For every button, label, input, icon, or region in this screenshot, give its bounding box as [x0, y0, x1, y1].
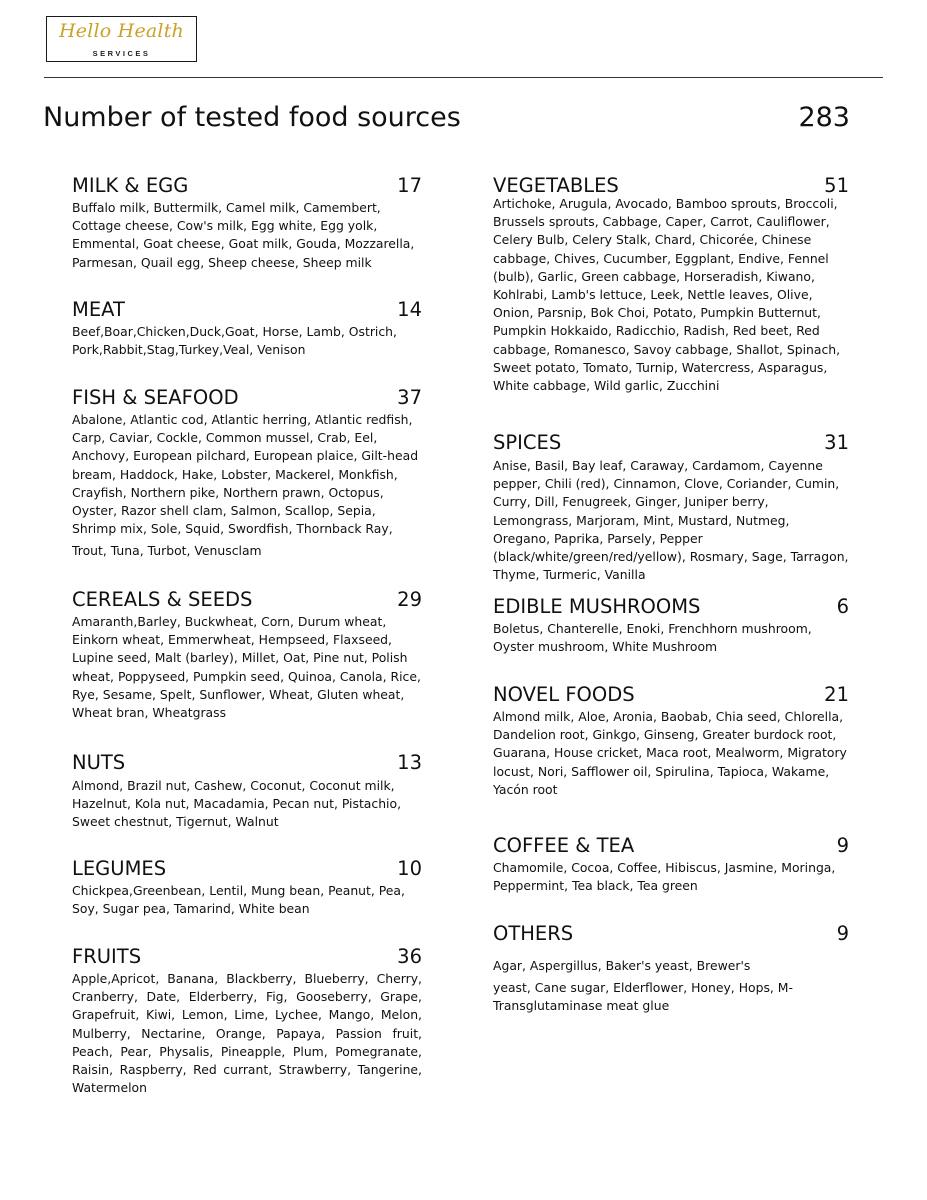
- section-title: NOVEL FOODS: [493, 683, 635, 706]
- section-items: Almond, Brazil nut, Cashew, Coconut, Coconut milk, Hazelnut, Kola nut, Macadamia, Pecan nut, Pistachio, Sweet chestnut, Tigernut, Walnut: [72, 778, 402, 830]
- page-title: Number of tested food sources: [43, 102, 461, 133]
- section-items: Chamomile, Cocoa, Coffee, Hibiscus, Jasmine, Moringa, Peppermint, Tea black, Tea green: [493, 860, 836, 894]
- section-milk-egg: [72, 174, 422, 272]
- section-count: 37: [397, 386, 422, 409]
- section-count: 10: [397, 857, 422, 880]
- section-count: 9: [836, 922, 849, 945]
- section-nuts: [72, 751, 422, 832]
- section-title: OTHERS: [493, 922, 574, 945]
- section-title: MILK & EGG: [72, 174, 189, 197]
- brand-name: Hello Health: [59, 20, 184, 42]
- section-others: [493, 922, 849, 1016]
- section-items: Chickpea,Greenbean, Lentil, Mung bean, Peanut, Pea, Soy, Sugar pea, Tamarind, White bean: [72, 883, 405, 917]
- section-items: Artichoke, Arugula, Avocado, Bamboo sprouts, Broccoli, Brussels sprouts, Cabbage, Caper, Carrot, Cauliflower, Celery Bulb, Celery Stalk, Chard, Chicorée, Chinese cabbage, Chives, Cucumber, Eggplant, Endive, Fennel (bulb), Garlic, Green cabbage, Horseradish, Kiwano, Kohlrabi, Lamb's lettuce, Leek, Nettle leaves, Olive, Onion, Parsnip, Bok Choi, Potato, Pumpkin Butternut, Pumpkin Hokkaido, Radicchio, Radish, Red beet, Red cabbage, Romanesco, Savoy cabbage, Shallot, Spinach, Sweet potato, Tomato, Turnip, Watercress, Asparagus, White cabbage, Wild garlic, Zucchini: [493, 196, 841, 394]
- section-vegetables: [493, 174, 849, 395]
- section-novel-foods: [493, 683, 849, 799]
- section-count: 31: [824, 431, 849, 454]
- section-title: CEREALS & SEEDS: [72, 588, 253, 611]
- section-count: 6: [836, 595, 849, 618]
- section-spices: [493, 431, 849, 584]
- section-meat: [72, 298, 422, 359]
- section-count: 14: [397, 298, 422, 321]
- section-title: MEAT: [72, 298, 125, 321]
- section-count: 29: [397, 588, 422, 611]
- section-items: Agar, Aspergillus, Baker's yeast, Brewer's: [493, 958, 751, 973]
- section-items: Boletus, Chanterelle, Enoki, Frenchhorn mushroom, Oyster mushroom, White Mushroom: [493, 621, 812, 655]
- section-items-extra: yeast, Cane sugar, Elderflower, Honey, Hops, M-Transglutaminase meat glue: [493, 980, 793, 1014]
- section-items: Buffalo milk, Buttermilk, Camel milk, Camembert, Cottage cheese, Cow's milk, Egg white, Egg yolk, Emmental, Goat cheese, Goat milk, Gouda, Mozzarella, Parmesan, Quail egg, Sheep cheese, Sheep milk: [72, 200, 415, 270]
- section-title: SPICES: [493, 431, 562, 454]
- section-items: Anise, Basil, Bay leaf, Caraway, Cardamom, Cayenne pepper, Chili (red), Cinnamon, Clove, Coriander, Cumin, Curry, Dill, Fenugreek, Ginger, Juniper berry, Lemongrass, Marjoram, Mint, Mustard, Nutmeg, Oregano, Paprika, Parsely, Pepper (black/white/green/red/yellow), Rosmary, Sage, Tarragon, Thyme, Turmeric, Vanilla: [493, 458, 849, 583]
- section-items: Abalone, Atlantic cod, Atlantic herring, Atlantic redfish, Carp, Caviar, Cockle, Common mussel, Crab, Eel, Anchovy, European pilchard, European plaice, Gilt-head bream, Haddock, Hake, Lobster, Mackerel, Monkfish, Crayfish, Northern pike, Northern prawn, Octopus, Oyster, Razor shell clam, Salmon, Scallop, Sepia, Shrimp mix, Sole, Squid, Swordfish, Thornback Ray,: [72, 412, 419, 537]
- section-items: Beef,Boar,Chicken,Duck,Goat, Horse, Lamb, Ostrich, Pork,Rabbit,Stag,Turkey,Veal, Venison: [72, 324, 397, 358]
- section-title: FRUITS: [72, 945, 142, 968]
- section-count: 51: [824, 174, 849, 197]
- brand-logo: [46, 16, 197, 62]
- section-fruits: [72, 945, 422, 1097]
- header-divider: [44, 77, 883, 78]
- section-edible-mushrooms: [493, 595, 849, 656]
- section-title: LEGUMES: [72, 857, 167, 880]
- section-count: 13: [397, 751, 422, 774]
- section-cereals-seeds: [72, 588, 422, 722]
- section-count: 17: [397, 174, 422, 197]
- section-items: Apple,Apricot, Banana, Blackberry, Blueberry, Cherry, Cranberry, Date, Elderberry, Fig, Gooseberry, Grape, Grapefruit, Kiwi, Lemon, Lime, Lychee, Mango, Melon, Mulberry, Nectarine, Orange, Papaya, Passion fruit, Peach, Pear, Physalis, Pineapple, Plum, Pomegranate, Raisin, Raspberry, Red currant, Strawberry, Tangerine, Watermelon: [72, 971, 422, 1096]
- section-fish-seafood: [72, 386, 422, 561]
- section-coffee-tea: [493, 834, 849, 895]
- section-title: NUTS: [72, 751, 126, 774]
- section-legumes: [72, 857, 422, 918]
- section-title: FISH & SEAFOOD: [72, 386, 239, 409]
- brand-subtitle: SERVICES: [92, 49, 151, 58]
- section-count: 21: [824, 683, 849, 706]
- section-items-extra: Trout, Tuna, Turbot, Venusclam: [72, 543, 262, 559]
- section-items: Almond milk, Aloe, Aronia, Baobab, Chia seed, Chlorella, Dandelion root, Ginkgo, Ginseng, Greater burdock root, Guarana, House cricket, Maca root, Mealworm, Migratory locust, Nori, Safflower oil, Spirulina, Tapioca, Wakame, Yacón root: [493, 709, 847, 797]
- section-title: COFFEE & TEA: [493, 834, 635, 857]
- section-count: 9: [836, 834, 849, 857]
- section-count: 36: [397, 945, 422, 968]
- section-title: EDIBLE MUSHROOMS: [493, 595, 701, 618]
- page-total: 283: [798, 102, 850, 133]
- section-title: VEGETABLES: [493, 174, 619, 197]
- section-items: Amaranth,Barley, Buckwheat, Corn, Durum wheat, Einkorn wheat, Emmerwheat, Hempseed, Flaxseed, Lupine seed, Malt (barley), Millet, Oat, Pine nut, Polish wheat, Poppyseed, Pumpkin seed, Quinoa, Canola, Rice, Rye, Sesame, Spelt, Sunflower, Wheat, Gluten wheat, Wheat bran, Wheatgrass: [72, 614, 421, 721]
